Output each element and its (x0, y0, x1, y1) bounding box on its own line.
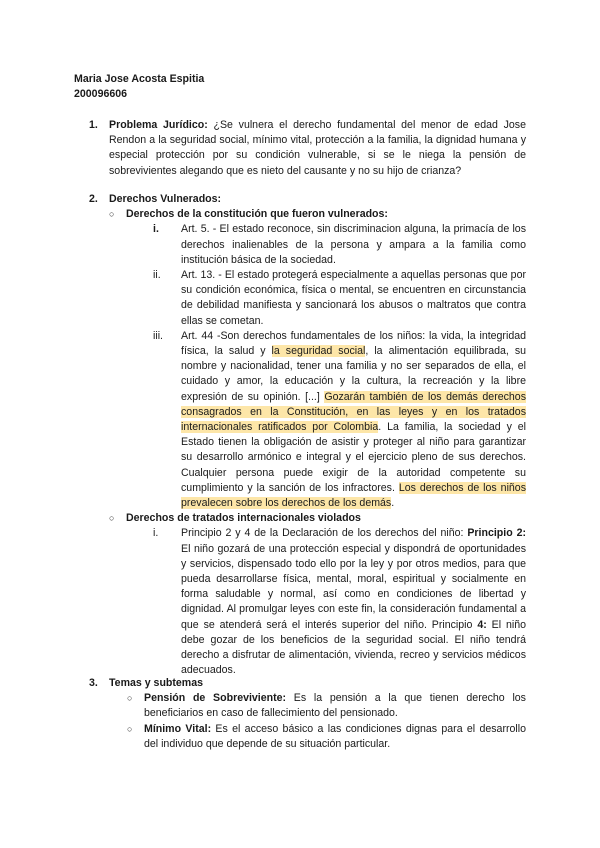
list-item-art5: i. Art. 5. - El estado reconoce, sin discriminacion alguna, la primacía de los derechos inalienables de la persona y ampara a la familia como institución básica de la sociedad. (153, 223, 526, 266)
temas-title: Temas y subtemas (109, 677, 204, 689)
tema-pension-label: Pensión de Sobreviviente: (144, 692, 287, 705)
section-problema-juridico (74, 118, 526, 179)
section-number: 3. (89, 677, 98, 689)
tema-pension: ○ Pensión de Sobreviviente: Es la pensión a la que tienen derecho los beneficiarios en caso de fallecimiento del pensionado. (127, 692, 526, 720)
item-number: i. (153, 223, 159, 236)
derechos-vulnerados-title: Derechos Vulnerados: (109, 193, 222, 205)
bullet-icon: ○ (127, 723, 133, 734)
highlight-tratados: Gozarán también de los demás derechos consagrados en la Constitución, en las leyes y en los tratados internacionales ratificados por Colombia (181, 390, 526, 434)
bullet-icon: ○ (109, 513, 115, 524)
tratados-title: Derechos de tratados internacionales violados (126, 512, 361, 525)
bullet-icon: ○ (109, 209, 115, 220)
section-number: 2. (89, 193, 98, 205)
item-number: i. (153, 527, 159, 540)
problema-juridico-label: Problema Jurídico: (109, 119, 208, 131)
student-id: 200096606 (74, 88, 128, 101)
section-number: 1. (89, 119, 98, 131)
highlight-prevalecen: Los derechos de los niños prevalecen sobre los derechos de los demás (181, 481, 526, 510)
tema-minimo-vital: ○ Mínimo Vital: Es el acceso básico a las condiciones dignas para el desarrollo del individuo que depende de su situación particular. (127, 722, 526, 750)
section-derechos-vulnerados (74, 192, 526, 679)
highlight-seguridad-social: la seguridad social (271, 345, 366, 358)
author-block (74, 72, 204, 102)
problema-juridico-text: Problema Jurídico: ¿Se vulnera el derecho fundamental del menor de edad Jose Rendon a la seguridad social, mínimo vital, protección a la familia, la dignidad humana y especial protección por su condición vulnerable, si se le niega la pensión de sobrevivientes alegando que es nieto del causante y no su hijo de crianza? (109, 119, 526, 177)
tratados-subsection (109, 511, 526, 678)
item-number: iii. (153, 329, 164, 342)
list-item-principios: i. Principio 2 y 4 de la Declaración de los derechos del niño: Principio 2: El niño gozará de una protección especial y dispondrá de oportunidades y servicios, dispensado todo ello por la ley y por otros medios, para que pueda desarrollarse física, mental, moral, espiritual y socialmente en forma saludable y normal, así como en condiciones de libertad y dignidad. Al promulgar leyes con este fin, la consideración fundamental a que se atenderá será el interés superior del niño. Principio 4: El niño debe gozar de los beneficios de la seguridad social. El niño tendrá derecho a disfrutar de alimentación, vivienda, recreo y servicios médicos adecuados. (153, 527, 526, 677)
constitucion-subsection (109, 207, 527, 511)
list-item-art44: iii. Art. 44 -Son derechos fundamentales de los niños: la vida, la integridad física, la salud y la seguridad social, la alimentación equilibrada, su nombre y nacionalidad, tener una familia y no ser separados de ella, el cuidado y amor, la educación y la cultura, la recreación y la libre expresión de su opinión. [...] Gozarán también de los demás derechos consagrados en la Constitución, en las leyes y en los tratados internacionales ratificados por Colombia. La familia, la sociedad y el Estado tienen la obligación de asistir y proteger al niño para garantizar su desarrollo armónico e integral y el ejercicio pleno de sus derechos. Cualquier persona puede exigir de la autoridad competente su cumplimiento y la sanción de los infractores. Los derechos de los niños prevalecen sobre los derechos de los demás. (153, 329, 527, 510)
section-temas (74, 676, 526, 752)
tema-minimo-label: Mínimo Vital: (144, 722, 212, 735)
item-number: ii. (153, 269, 161, 282)
constitucion-title: Derechos de la constitución que fueron vulnerados: (126, 208, 388, 221)
author-name: Maria Jose Acosta Espitia (74, 73, 205, 85)
bullet-icon: ○ (127, 693, 133, 704)
list-item-art13: ii. Art. 13. - El estado protegerá especialmente a aquellas personas que por su condición económica, física o mental, se encuentren en circunstancia de debilidad manifiesta y sancionará los abusos o maltratos que contra ellas se cometan. (153, 269, 526, 327)
